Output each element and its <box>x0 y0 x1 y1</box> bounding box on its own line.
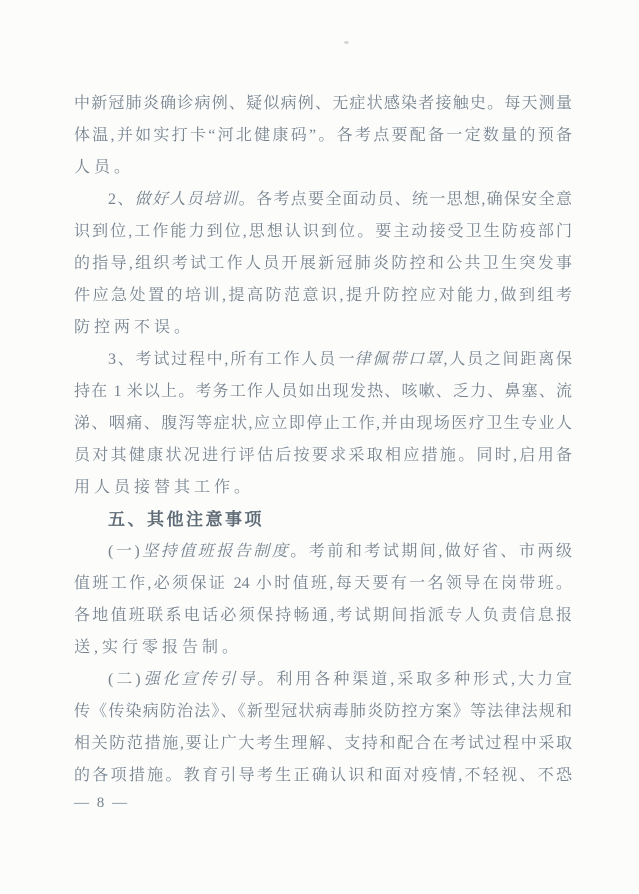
scan-speck <box>344 41 349 44</box>
text-segment: 识到位,工作能力到位,思想认识到位。要主动接受卫生防疫部门 <box>74 223 572 240</box>
text-line <box>74 408 572 440</box>
text-segment: (一) <box>108 543 140 560</box>
emphasis-segment: 一律佩带口罩 <box>336 351 444 368</box>
text-line <box>74 472 572 504</box>
page-number: — 8 — <box>74 795 129 811</box>
text-segment: 送,实行零报告制。 <box>74 639 243 656</box>
text-line <box>74 696 572 728</box>
text-line <box>74 728 572 760</box>
text-segment: 五、其他注意事项 <box>108 510 264 529</box>
text-line <box>74 344 572 376</box>
text-segment: 持在 1 米以上。考务工作人员如出现发热、咳嗽、乏力、鼻塞、流 <box>74 383 572 400</box>
text-segment: 传《传染病防治法》、《新型冠状病毒肺炎防控方案》等法律法规和 <box>74 703 572 720</box>
section-heading <box>74 504 572 536</box>
text-segment: 。考前和考试期间,做好省、市两级 <box>290 543 572 560</box>
text-segment: 的各项措施。教育引导考生正确认识和面对疫情,不轻视、不恐 <box>74 767 572 784</box>
text-segment: 涕、咽痛、腹泻等症状,应立即停止工作,并由现场医疗卫生专业人 <box>74 415 572 432</box>
text-line <box>74 312 572 344</box>
text-segment: 值班工作,必须保证 24 小时值班,每天要有一名领导在岗带班。 <box>74 575 572 592</box>
text-segment: 。各考点要全面动员、统一思想,确保安全意 <box>238 191 572 208</box>
text-segment: 用人员接替其工作。 <box>74 479 255 496</box>
text-line <box>74 152 572 184</box>
text-segment: 员对其健康状况进行评估后按要求采取相应措施。同时,启用备 <box>74 447 572 464</box>
text-line <box>74 216 572 248</box>
text-line <box>74 568 572 600</box>
text-line <box>74 280 572 312</box>
text-segment: 中新冠肺炎确诊病例、疑似病例、无症状感染者接触史。每天测量 <box>74 95 572 112</box>
text-segment: 件应急处置的培训,提高防范意识,提升防控应对能力,做到组考 <box>74 287 572 304</box>
emphasis-segment: 做好人员培训 <box>134 191 239 208</box>
text-block <box>74 88 572 792</box>
text-line <box>74 120 572 152</box>
text-line <box>74 376 572 408</box>
text-segment: (二) <box>108 671 141 688</box>
text-line <box>74 536 572 568</box>
text-line <box>74 248 572 280</box>
text-line <box>74 440 572 472</box>
emphasis-segment: 强化宣传引导 <box>140 671 258 688</box>
text-segment: 3、考试过程中,所有工作人员 <box>108 351 337 368</box>
text-segment: 体温,并如实打卡“河北健康码”。各考点要配备一定数量的预备 <box>74 127 572 144</box>
text-segment: 人员。 <box>74 159 135 176</box>
text-line <box>74 600 572 632</box>
text-line <box>74 184 572 216</box>
text-segment: 的指导,组织考试工作人员开展新冠肺炎防控和公共卫生突发事 <box>74 255 572 272</box>
text-segment: 。利用各种渠道,采取多种形式,大力宣 <box>257 671 572 688</box>
text-segment: 2、 <box>108 191 135 208</box>
text-line <box>74 632 572 664</box>
text-line <box>74 88 572 120</box>
text-line <box>74 760 572 792</box>
text-line <box>74 664 572 696</box>
text-segment: 各地值班联系电话必须保持畅通,考试期间指派专人负责信息报 <box>74 607 572 624</box>
text-segment: 相关防范措施,要让广大考生理解、支持和配合在考试过程中采取 <box>74 735 572 752</box>
text-segment: 防控两不误。 <box>74 319 195 336</box>
text-segment: ,人员之间距离保 <box>443 351 572 368</box>
emphasis-segment: 坚持值班报告制度 <box>139 543 291 560</box>
